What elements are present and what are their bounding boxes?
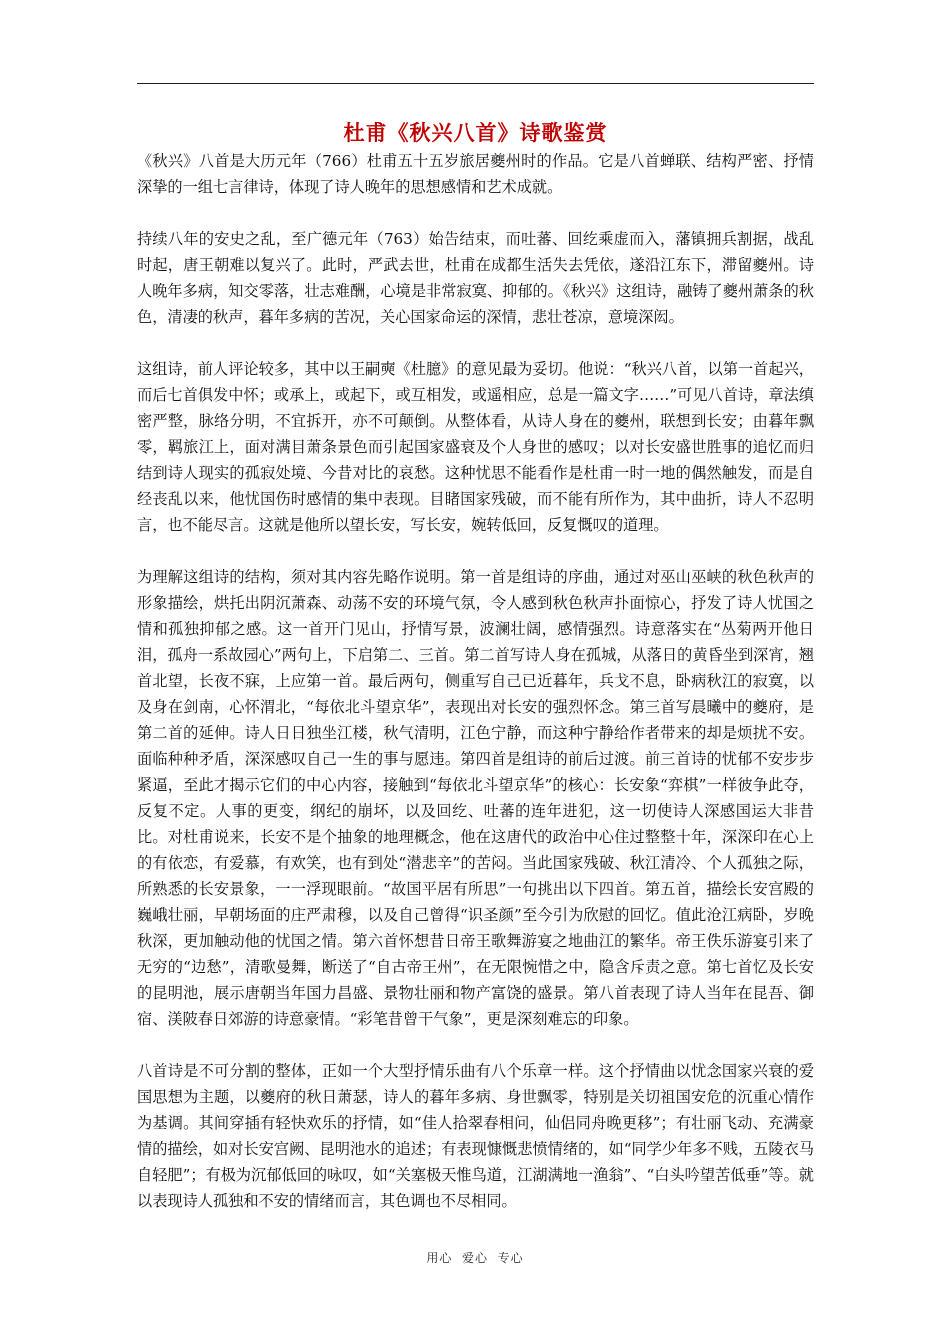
paragraph-2: 持续八年的安史之乱，至广德元年（763）始告结束，而吐蕃、回纥乘虚而入，藩镇拥兵割据，战乱时起，唐王朝难以复兴了。此时，严武去世，杜甫在成都生活失去凭依，遂沿江东下，滞留夔州。诗人晚年多病，知交零落，壮志难酬，心境是非常寂寞、抑郁的。《秋兴》这组诗，融铸了夔州萧条的秋色，清凄的秋声，暮年多病的苦况，关心国家命运的深情，悲壮苍凉，意境深闳。 [137, 230, 814, 326]
document-body [137, 148, 814, 1240]
document-title: 杜甫《秋兴八首》诗歌鉴赏 [343, 120, 608, 145]
paragraph-1: 《秋兴》八首是大历元年（766）杜甫五十五岁旅居夔州时的作品。它是八首蝉联、结构严密、抒情深挚的一组七言律诗，体现了诗人晚年的思想感情和艺术成就。 [137, 152, 814, 196]
paragraph-3: 这组诗，前人评论较多，其中以王嗣奭《杜臆》的意见最为妥切。他说：“秋兴八首，以第一首起兴，而后七首俱发中怀；或承上，或起下，或互相发，或遥相应，总是一篇文字……”可见八首诗，章法缜密严整，脉络分明，不宜拆开，亦不可颠倒。从整体看，从诗人身在的夔州，联想到长安；由暮年飘零，羁旅江上，面对满目萧条景色而引起国家盛衰及个人身世的感叹；以对长安盛世胜事的追忆而归结到诗人现实的孤寂处境、今昔对比的哀愁。这种忧思不能看作是杜甫一时一地的偶然触发，而是自经丧乱以来，他忧国伤时感情的集中表现。目睹国家残破，而不能有所作为，其中曲折，诗人不忍明言，也不能尽言。这就是他所以望长安，写长安，婉转低回，反复慨叹的道理。 [137, 360, 814, 534]
paragraph-4: 为理解这组诗的结构，须对其内容先略作说明。第一首是组诗的序曲，通过对巫山巫峡的秋色秋声的形象描绘，烘托出阴沉萧森、动荡不安的环境气氛，令人感到秋色秋声扑面惊心，抒发了诗人忧国之情和孤独抑郁之感。这一首开门见山，抒情写景，波澜壮阔，感情强烈。诗意落实在“丛菊两开他日泪，孤舟一系故园心”两句上，下启第二、三首。第二首写诗人身在孤城，从落日的黄昏坐到深宵，翘首北望，长夜不寐，上应第一首。最后两句，侧重写自己已近暮年，兵戈不息，卧病秋江的寂寞，以及身在剑南，心怀渭北，“每依北斗望京华”，表现出对长安的强烈怀念。第三首写晨曦中的夔府，是第二首的延伸。诗人日日独坐江楼，秋气清明，江色宁静，而这种宁静给作者带来的却是烦扰不安。面临种种矛盾，深深感叹自己一生的事与愿违。第四首是组诗的前后过渡。前三首诗的忧郁不安步步紧逼，至此才揭示它们的中心内容，接触到“每依北斗望京华”的核心：长安象“弈棋”一样彼争此夺，反复不定。人事的更变，纲纪的崩坏，以及回纥、吐蕃的连年进犯，这一切使诗人深感国运大非昔比。对杜甫说来，长安不是个抽象的地理概念，他在这唐代的政治中心住过整整十年，深深印在心上的有依恋，有爱慕，有欢笑，也有到处“潜悲辛”的苦闷。当此国家残破、秋江清冷、个人孤独之际，所熟悉的长安景象，一一浮现眼前。“故国平居有所思”一句挑出以下四首。第五首，描绘长安宫殿的巍峨壮丽，早朝场面的庄严肃穆，以及自己曾得“识圣颜”至今引为欣慰的回忆。值此沧江病卧，岁晚秋深，更加触动他的忧国之情。第六首怀想昔日帝王歌舞游宴之地曲江的繁华。帝王佚乐游宴引来了无穷的“边愁”，清歌曼舞，断送了“自古帝王州”，在无限惋惜之中，隐含斥责之意。第七首忆及长安的昆明池，展示唐朝当年国力昌盛、景物壮丽和物产富饶的盛景。第八首表现了诗人当年在昆吾、御宿、渼陂春日郊游的诗意豪情。“彩笔昔曾干气象”，更是深刻难忘的印象。 [137, 568, 814, 1028]
page-footer: 用心 爱心 专心 [426, 1251, 524, 1265]
header-rule [137, 83, 814, 84]
paragraph-5: 八首诗是不可分割的整体，正如一个大型抒情乐曲有八个乐章一样。这个抒情曲以忧念国家兴衰的爱国思想为主题，以夔府的秋日萧瑟，诗人的暮年多病、身世飘零，特别是关切祖国安危的沉重心情作为基调。其间穿插有轻快欢乐的抒情，如“佳人拾翠春相问，仙侣同舟晚更移”；有壮丽飞动、充满豪情的描绘，如对长安宫阙、昆明池水的追述；有表现慷慨悲愤情绪的，如“同学少年多不贱，五陵衣马自轻肥”；有极为沉郁低回的咏叹，如“关塞极天惟鸟道，江湖满地一渔翁”、“白头吟望苦低垂”等。就以表现诗人孤独和不安的情绪而言，其色调也不尽相同。 [137, 1062, 814, 1210]
